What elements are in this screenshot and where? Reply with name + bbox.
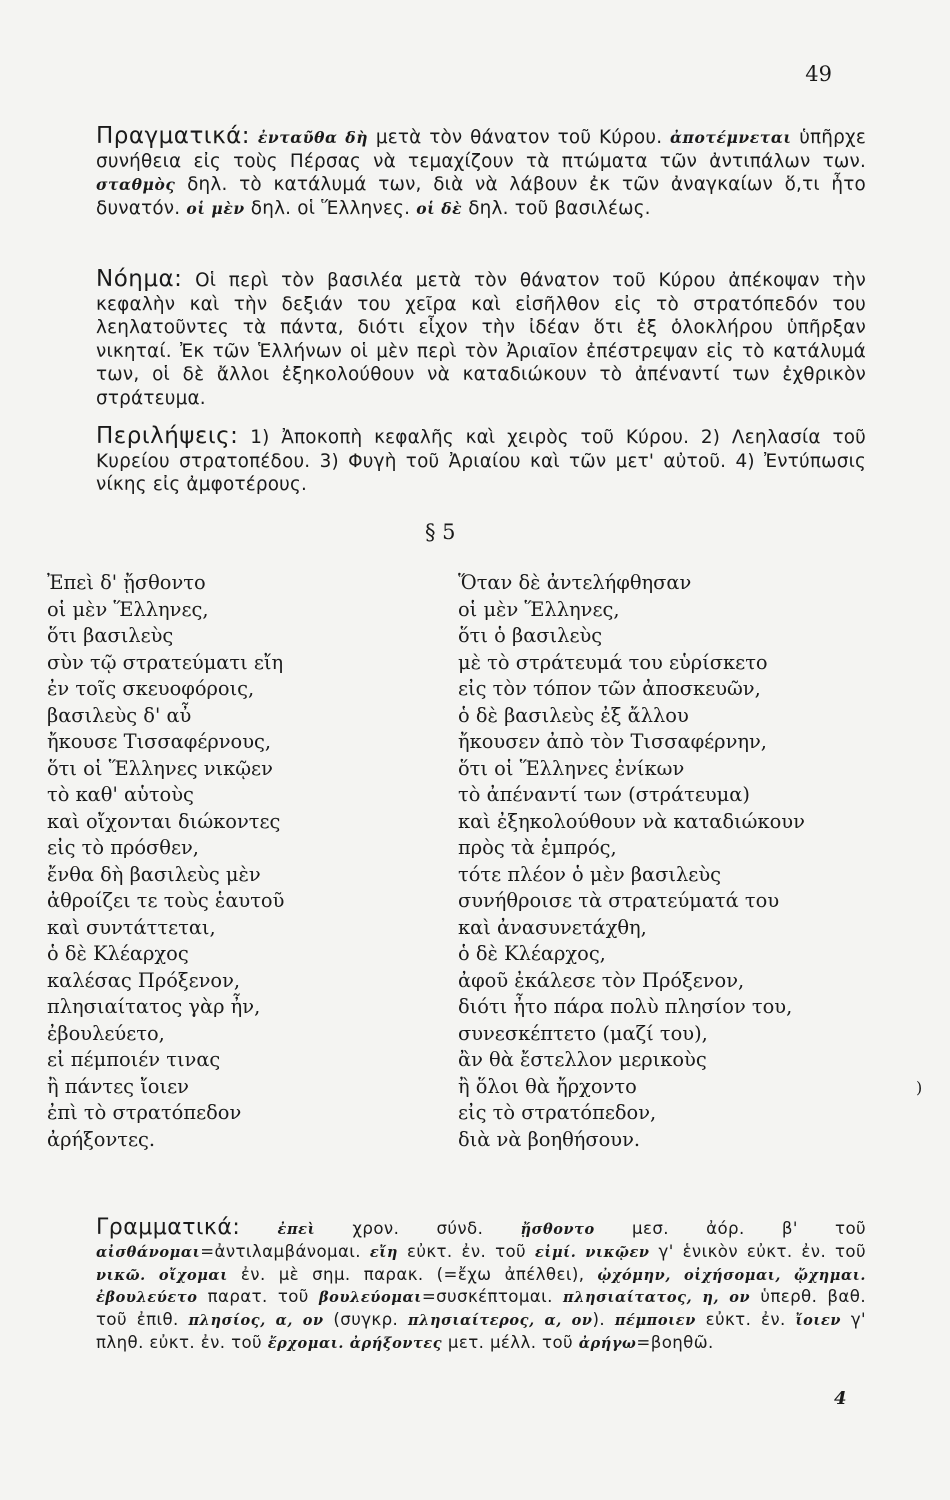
- ancient-text-line: ἤκουσε Τισσαφέρνους,: [47, 730, 272, 753]
- note-text: γ' πληθ. εὐκτ. ἐν. τοῦ: [96, 1310, 867, 1352]
- lemma-term: εἴη: [369, 1243, 399, 1261]
- modern-text-line: Ὅταν δὲ ἀντελήφθησαν: [458, 571, 692, 594]
- ancient-text-line: σὺν τῷ στρατεύματι εἴη: [47, 650, 284, 674]
- lemma-term: νικῶ.: [96, 1266, 146, 1284]
- perilipseis-paragraph: [96, 425, 866, 497]
- lemma-term: ἐνταῦθα δὴ: [257, 128, 369, 147]
- modern-text-line: οἱ μὲν Ἕλληνες,: [458, 597, 620, 621]
- lemma-term: σταθμὸς: [96, 175, 176, 195]
- note-text: χρον. σύνδ.: [315, 1219, 521, 1238]
- ancient-text-line: καὶ οἴχονται διώκοντες: [47, 809, 281, 833]
- perilipseis-heading: Περιλήψεις:: [96, 423, 239, 449]
- noima-note: [96, 268, 866, 411]
- note-text: παρατ. τοῦ: [197, 1287, 319, 1307]
- lemma-term: νικῷεν: [585, 1243, 650, 1261]
- ancient-text-line: ὅτι οἱ Ἕλληνες νικῷεν: [47, 756, 273, 780]
- pragmatika-heading: Πραγματικά:: [96, 123, 251, 149]
- modern-text-line: συνήθροισε τὰ στρατεύματά του: [458, 889, 780, 912]
- modern-text-line: εἰς τὸ στρατόπεδον,: [458, 1101, 657, 1124]
- modern-text-line: εἰς τὸν τόπον τῶν ἀποσκευῶν,: [458, 677, 761, 700]
- noima-body: Οἱ περὶ τὸν βασιλέα μετὰ τὸν θάνατον τοῦ Κύρου ἀπέκοψαν τὴν κεφαλὴν καὶ τὴν δεξιάν του χεῖρα καὶ εἰσῆλθον εἰς τὸ στρατόπεδόν του λεηλατοῦντες τὰ πάντα, διότι εἶχον τὴν ἰδέαν ὅτι ἐξ ὁλοκλήρου ὑπῆρξαν νικηταί. Ἐκ τῶν Ἑλλήνων οἱ μὲν περὶ τὸν Ἀριαῖον ἐπέστρεψαν εἰς τὸ κατάλυμά των, οἱ δὲ ἄλλοι ἐξηκολούθουν νὰ καταδιώκουν τὸ ἀπέναντί των ἐχθρικὸν στράτευμα.: [96, 270, 867, 409]
- lemma-term: ἀρήξοντες: [349, 1334, 443, 1352]
- modern-text-line: ὁ δὲ βασιλεὺς ἐξ ἄλλου: [458, 703, 689, 727]
- note-text: ὑπῆρχε συνήθεια εἰς τοὺς Πέρσας νὰ τεμαχίζουν τὰ πτώματα τῶν ἀντιπάλων των.: [96, 127, 866, 172]
- lemma-term: οἴχομαι: [158, 1266, 228, 1284]
- note-text: =ἀντιλαμβάνομαι.: [200, 1241, 370, 1261]
- note-text: ἐν. μὲ σημ. παρακ. (=ἔχω ἀπέλθει),: [227, 1264, 598, 1284]
- lemma-term: αἰσθάνομαι: [96, 1243, 201, 1261]
- modern-text-line: πρὸς τὰ ἐμπρός,: [458, 836, 617, 859]
- note-text: δηλ. οἱ Ἕλληνες.: [244, 197, 417, 219]
- ancient-text-line: ἐν τοῖς σκευοφόροις,: [47, 677, 255, 700]
- lemma-term: οἱ δὲ: [416, 198, 463, 218]
- ancient-text-line: ἔνθα δὴ βασιλεὺς μὲν: [47, 862, 261, 886]
- note-text: εὐκτ. ἐν.: [695, 1310, 796, 1330]
- noima-paragraph: [96, 268, 866, 411]
- modern-text-line: ἀφοῦ ἐκάλεσε τὸν Πρόξενον,: [458, 968, 745, 992]
- perilipseis-note: [96, 425, 866, 497]
- note-text: γ' ἑνικὸν εὐκτ. ἐν. τοῦ: [649, 1241, 866, 1261]
- lemma-term: εἰμί.: [534, 1243, 577, 1261]
- lemma-term: ἀποτέμνεται: [670, 128, 792, 147]
- ancient-text-column: [47, 570, 284, 1153]
- lemma-term: ᾔσθοντο: [520, 1221, 595, 1238]
- note-text: [146, 1265, 159, 1284]
- ancient-text-line: Ἐπεὶ δ' ᾔσθοντο: [47, 571, 206, 594]
- ancient-text-line: καλέσας Πρόξενον,: [47, 968, 241, 992]
- lemma-term: βουλεύομαι: [318, 1289, 422, 1307]
- ancient-text-line: εἰ πέμποιέν τινας: [47, 1048, 221, 1071]
- ancient-text-line: ἢ πάντες ἴοιεν: [47, 1074, 189, 1098]
- noima-heading: Νόημα:: [96, 266, 183, 292]
- note-text: =βοηθῶ.: [636, 1332, 714, 1352]
- modern-text-column: [458, 570, 805, 1153]
- modern-text-line: ἤκουσεν ἀπὸ τὸν Τισσαφέρνην,: [458, 730, 767, 753]
- note-text: δηλ. τοῦ βασιλέως.: [462, 197, 651, 219]
- grammar-paragraph: [96, 1217, 866, 1355]
- note-text: (συγκρ.: [323, 1310, 408, 1330]
- lemma-term: ἔρχομαι.: [267, 1334, 345, 1352]
- modern-text-line: ὅτι οἱ Ἕλληνες ἐνίκων: [458, 756, 685, 780]
- ancient-text-line: βασιλεὺς δ' αὖ: [47, 703, 192, 727]
- note-text: μετὰ τὸν θάνατον τοῦ Κύρου.: [368, 127, 670, 148]
- margin-mark: ): [916, 1078, 923, 1097]
- note-text: εὐκτ. ἐν. τοῦ: [398, 1241, 535, 1261]
- modern-text-line: μὲ τὸ στράτευμά του εὑρίσκετο: [458, 650, 768, 674]
- ancient-text-line: τὸ καθ' αὑτοὺς: [47, 783, 194, 806]
- modern-text-line: τὸ ἀπέναντί των (στράτευμα): [458, 783, 750, 806]
- pragmatika-paragraph: [96, 125, 866, 220]
- lemma-term: πέμποιεν: [614, 1312, 696, 1330]
- pragmatika-note: [96, 125, 866, 220]
- note-text: μετ. μέλλ. τοῦ: [442, 1332, 579, 1352]
- ancient-text-line: ὅτι βασιλεὺς: [47, 624, 174, 647]
- lemma-term: ᾠχόμην, οἰχήσομαι, ᾤχημαι.: [597, 1266, 866, 1284]
- lemma-term: πλησιαίτερος, α, ον: [407, 1312, 593, 1330]
- lemma-term: πλησιαίτατος, η, ον: [563, 1289, 751, 1307]
- modern-text-line: τότε πλέον ὁ μὲν βασιλεὺς: [458, 862, 721, 886]
- ancient-text-line: εἰς τὸ πρόσθεν,: [47, 836, 199, 859]
- note-text: μεσ. ἀόρ. β' τοῦ: [594, 1219, 866, 1238]
- grammar-note: [96, 1217, 866, 1355]
- lemma-term: ἐπεὶ: [277, 1221, 316, 1238]
- page-number: 49: [805, 62, 832, 86]
- note-text: =συσκέπτομαι.: [421, 1287, 563, 1307]
- modern-text-line: συνεσκέπτετο (μαζί του),: [458, 1021, 708, 1045]
- modern-text-line: ἂν θὰ ἔστελλον μερικοὺς: [458, 1048, 707, 1071]
- note-text: δηλ. τὸ κατάλυμά των, διὰ νὰ λάβουν ἐκ τῶν ἀναγκαίων ὅ,τι ἦτο δυνατόν.: [96, 174, 866, 219]
- modern-text-line: ἢ ὅλοι θὰ ἤρχοντο: [458, 1074, 637, 1098]
- ancient-text-line: ὁ δὲ Κλέαρχος: [47, 942, 189, 965]
- ancient-text-line: οἱ μὲν Ἕλληνες,: [47, 597, 209, 621]
- ancient-text-line: πλησιαίτατος γὰρ ἦν,: [47, 995, 261, 1018]
- note-text: ὑπερθ. βαθ. τοῦ ἐπιθ.: [96, 1287, 866, 1330]
- lemma-term: ἐβουλεύετο: [96, 1289, 198, 1307]
- modern-text-line: διὰ νὰ βοηθήσουν.: [458, 1127, 641, 1151]
- ancient-text-line: ἐβουλεύετο,: [47, 1021, 165, 1045]
- modern-text-line: ὁ δὲ Κλέαρχος,: [458, 942, 606, 965]
- modern-text-line: διότι ἦτο πάρα πολὺ πλησίον του,: [458, 995, 793, 1018]
- lemma-term: οἱ μὲν: [186, 198, 245, 218]
- signature-number: 4: [834, 1388, 847, 1409]
- modern-text-line: ὅτι ὁ βασιλεὺς: [458, 624, 603, 647]
- note-text: ).: [592, 1310, 615, 1330]
- grammar-heading: Γραμματικά:: [96, 1215, 241, 1240]
- perilipseis-body: 1) Ἀποκοπὴ κεφαλῆς καὶ χειρὸς τοῦ Κύρου. 2) Λεηλασία τοῦ Κυρείου στρατοπέδου. 3) Φυγὴ τοῦ Ἀριαίου καὶ τῶν μετ' αὐτοῦ. 4) Ἐντύπωσις νίκης εἰς ἀμφοτέρους.: [96, 427, 867, 496]
- ancient-text-line: ἐπὶ τὸ στρατόπεδον: [47, 1101, 242, 1124]
- ancient-text-line: καὶ συντάττεται,: [47, 915, 216, 939]
- lemma-term: ἴοιεν: [795, 1312, 842, 1330]
- section-mark: § 5: [425, 520, 456, 544]
- modern-text-line: καὶ ἐξηκολούθουν νὰ καταδιώκουν: [458, 809, 805, 833]
- modern-text-line: καὶ ἀνασυνετάχθη,: [458, 915, 647, 939]
- ancient-text-line: ἀρήξοντες.: [47, 1127, 156, 1151]
- lemma-term: πλησίος, α, ον: [188, 1312, 324, 1330]
- ancient-text-line: ἀθροίζει τε τοὺς ἑαυτοῦ: [47, 889, 285, 912]
- lemma-term: ἀρήγω: [578, 1334, 637, 1352]
